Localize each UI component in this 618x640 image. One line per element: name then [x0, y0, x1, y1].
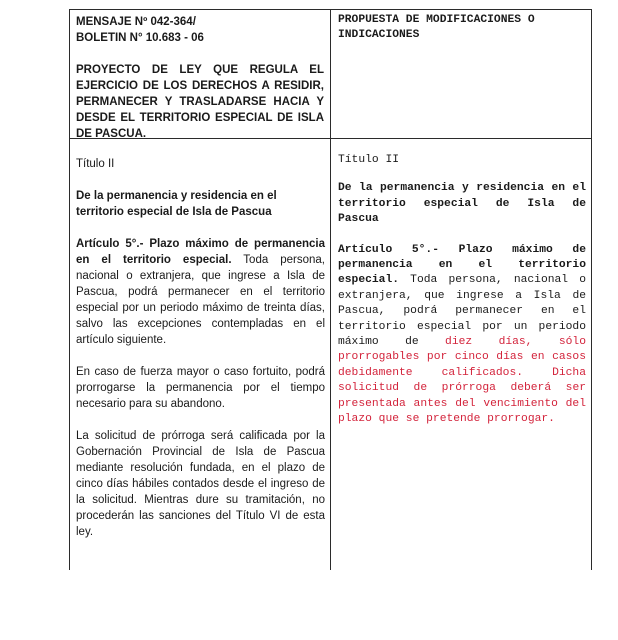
right-subtitulo: De la permanencia y residencia en el territorio especial de Isla de Pascua: [338, 182, 586, 226]
right-articulo-body: Toda persona, nacional o extranjera, que ingrese a Isla de Pascua, podrá permanecer en el territorio especial por un periodo máximo de: [338, 274, 586, 349]
project-title: PROYECTO DE LEY QUE REGULA EL EJERCICIO DE LOS DERECHOS A RESIDIR, PERMANECER Y TRASLADARSE HACIA Y DESDE EL TERRITORIO ESPECIAL DE ISLA DE PASCUA.: [76, 64, 324, 140]
right-articulo-5: [338, 243, 586, 428]
left-body-cell: [76, 156, 325, 540]
proposal-header: PROPUESTA DE MODIFICACIONES O INDICACIONES: [338, 14, 535, 41]
left-articulo-heading: Artículo 5°.- Plazo máximo de permanencia en el territorio especial.: [76, 238, 325, 266]
table-middle-border: [330, 9, 331, 570]
right-header-cell: [338, 13, 584, 43]
table-right-border: [591, 9, 592, 570]
mensaje-number: MENSAJE Nº 042-364/: [76, 16, 196, 28]
left-articulo-5: [76, 236, 325, 348]
left-subtitulo: De la permanencia y residencia en el territorio especial de Isla de Pascua: [76, 190, 277, 218]
left-header-cell: [76, 14, 324, 142]
left-paragraph-2: En caso de fuerza mayor o caso fortuito, podrá prorrogarse la permanencia por el tiempo necesario para su abandono.: [76, 366, 325, 410]
left-articulo-body: Toda persona, nacional o extranjera, que ingrese a Isla de Pascua, podrá permanecer en el territorio especial por un periodo máximo de treinta días, salvo las excepciones contempladas en el artículo siguiente.: [76, 254, 325, 346]
right-articulo-insertion: diez días, sólo prorrogables por cinco días en casos debidamente calificados. Dicha solicitud de prórroga deberá ser presentada antes del vencimiento del plazo que se pretende prorrogar.: [338, 336, 586, 426]
right-titulo: Título II: [338, 154, 400, 166]
right-articulo-heading: Artículo 5°.- Plazo máximo de permanencia en el territorio especial.: [338, 243, 586, 287]
boletin-number: BOLETIN N° 10.683 - 06: [76, 32, 204, 44]
table-left-border: [69, 9, 70, 570]
right-body-cell: [338, 153, 586, 428]
left-titulo: Título II: [76, 158, 115, 170]
left-paragraph-3: La solicitud de prórroga será calificada por la Gobernación Provincial de Isla de Pascua mediante resolución fundada, en el plazo de cinco días hábiles contados desde el ingreso de la solicitud. Mientras dure su tramitación, no procederán las sanciones del Título VI de esta ley.: [76, 430, 325, 538]
